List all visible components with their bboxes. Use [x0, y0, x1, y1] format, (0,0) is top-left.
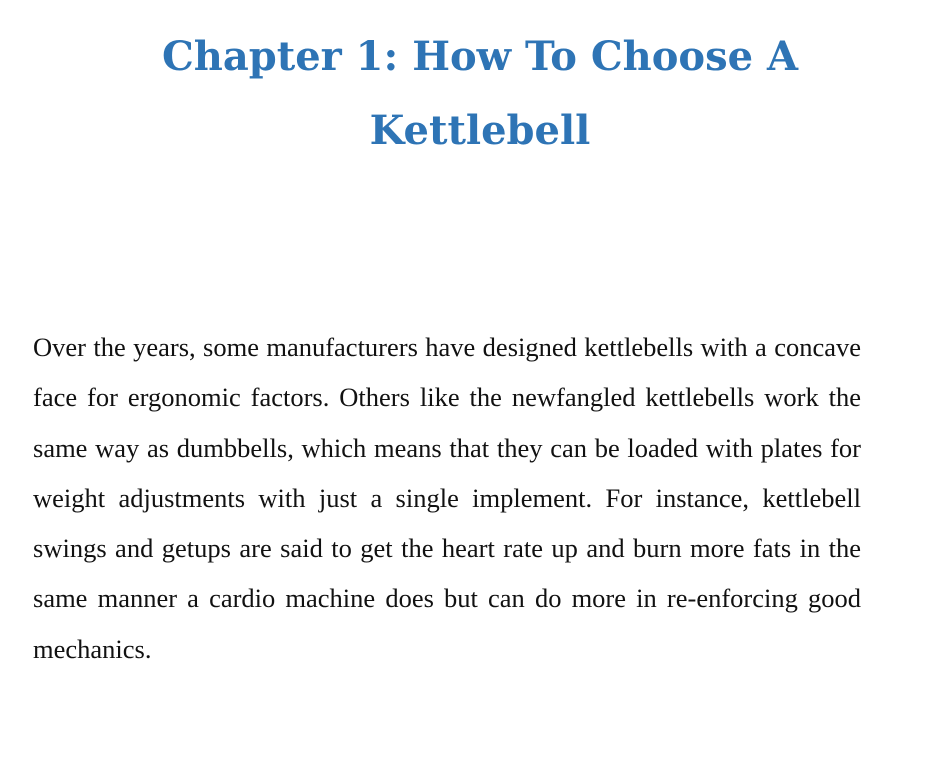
chapter-title: Chapter 1: How To Choose A Kettlebell: [161, 33, 799, 154]
body-paragraph: Over the years, some manufacturers have designed kettlebells with a concave face for ergonomic factors. Others like the newfangled kettlebells work the same way as dumbbells, which means that they can be loaded with plates for weight adjustments with just a single implement. For instance, kettlebell swings and getups are said to get the heart rate up and burn more fats in the same manner a cardio machine does but can do more in re-enforcing good mechanics.: [33, 332, 861, 664]
